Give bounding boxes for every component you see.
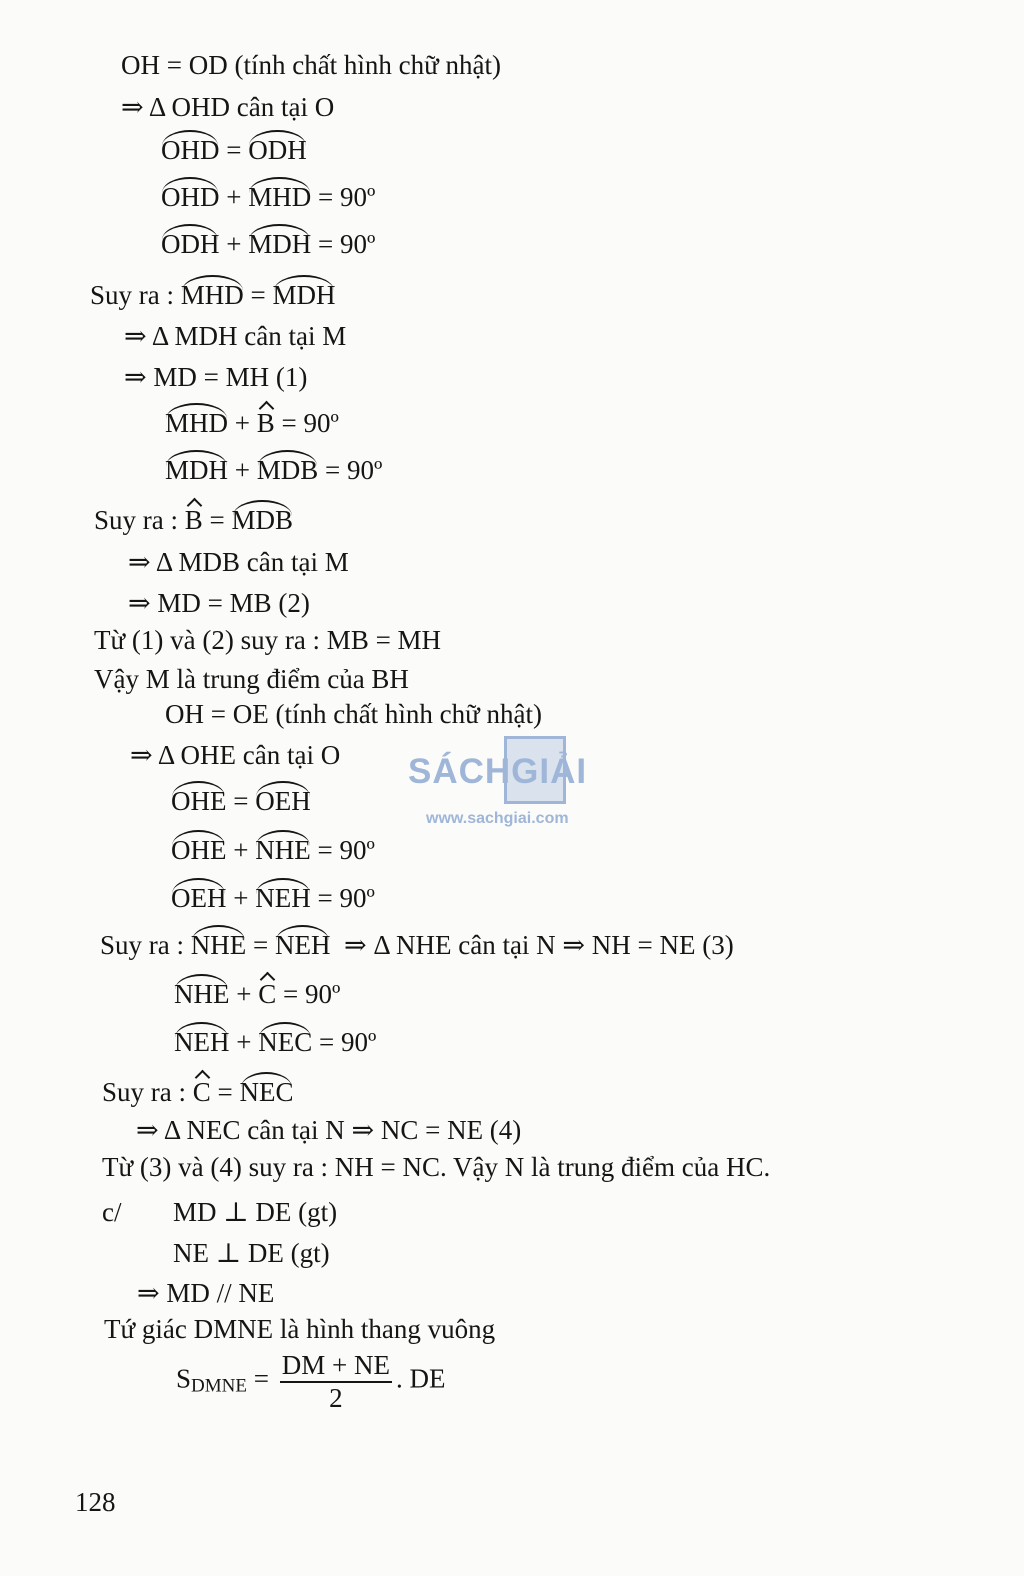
angle: OHD xyxy=(161,130,220,164)
angle: OHE xyxy=(171,781,227,815)
angle: MDH xyxy=(165,450,228,484)
line-suy-ra-nhe-neh: Suy ra : NHE = NEH ⇒ Δ NHE cân tại N ⇒ NH = NE (3) xyxy=(100,925,734,962)
times-de: . DE xyxy=(395,1363,446,1394)
watermark xyxy=(408,734,618,834)
angle: NHE xyxy=(174,974,230,1008)
area-subscript: DMNE xyxy=(191,1375,247,1397)
line-md-perp-de: MD ⊥ DE (gt) xyxy=(173,1197,338,1227)
angle: OHD xyxy=(161,177,220,211)
line-md-mh: ⇒ MD = MH (1) xyxy=(124,362,308,392)
line-angle-sum-ohd: OHD + MHD = 90º xyxy=(161,177,375,214)
line-area-formula xyxy=(176,1350,445,1413)
line-angle-eq-ohe-oeh: OHE = OEH xyxy=(171,781,311,818)
fraction-numerator: DM + NE xyxy=(280,1350,392,1383)
suy-ra-label: Suy ra : xyxy=(94,505,178,535)
equals-90: = 90º xyxy=(318,229,376,259)
angle: MDH xyxy=(248,224,311,258)
angle: OEH xyxy=(255,781,311,815)
angle: ODH xyxy=(248,130,307,164)
line-angle-sum-ohe: OHE + NHE = 90º xyxy=(171,830,375,867)
line-part-c-label: c/ xyxy=(102,1197,122,1227)
line-oh-od: OH = OD (tính chất hình chữ nhật) xyxy=(121,50,502,80)
equals-90: = 90º xyxy=(283,979,341,1009)
angle: NEH xyxy=(255,878,311,912)
line-right-trapezoid: Tứ giác DMNE là hình thang vuông xyxy=(104,1314,496,1344)
line-ne-perp-de: NE ⊥ DE (gt) xyxy=(173,1238,330,1268)
line-n-midpoint: Từ (3) và (4) suy ra : NH = NC. Vậy N là trung điểm của HC. xyxy=(102,1152,771,1182)
angle: NEH xyxy=(275,925,331,959)
angle-hat: B xyxy=(257,403,275,437)
angle: ODH xyxy=(161,224,220,258)
fraction xyxy=(280,1350,392,1413)
watermark-url: www.sachgiai.com xyxy=(426,810,569,827)
line-ohe-isosceles: ⇒ Δ OHE cân tại O xyxy=(130,740,341,770)
line-angle-sum-oeh: OEH + NEH = 90º xyxy=(171,878,375,915)
angle: OEH xyxy=(171,878,227,912)
angle: NHE xyxy=(255,830,311,864)
line-angle-sum-nhe-c: NHE + C = 90º xyxy=(174,974,340,1011)
line-angle-sum-mdh-mdb: MDH + MDB = 90º xyxy=(165,450,382,487)
angle-hat: B xyxy=(185,500,203,534)
angle: OHE xyxy=(171,830,227,864)
suy-ra-label: Suy ra : xyxy=(100,930,184,960)
line-angle-sum-mhd-b: MHD + B = 90º xyxy=(165,403,339,440)
angle: NEC xyxy=(258,1022,312,1056)
line-mb-mh: Từ (1) và (2) suy ra : MB = MH xyxy=(94,625,442,655)
watermark-brand: SÁCHGIẢI xyxy=(408,752,588,791)
angle: MHD xyxy=(248,177,311,211)
equals-90: = 90º xyxy=(325,455,383,485)
fraction-denominator: 2 xyxy=(329,1383,343,1413)
angle: MHD xyxy=(165,403,228,437)
equals-90: = 90º xyxy=(281,408,339,438)
angle-hat: C xyxy=(258,974,276,1008)
page-number: 128 xyxy=(75,1487,116,1517)
angle: MDB xyxy=(257,450,319,484)
angle: NEH xyxy=(174,1022,230,1056)
line-angle-sum-neh-nec: NEH + NEC = 90º xyxy=(174,1022,376,1059)
line-mdb-isosceles: ⇒ Δ MDB cân tại M xyxy=(128,547,349,577)
angle: MDH xyxy=(273,275,336,309)
area-symbol: S xyxy=(176,1363,192,1394)
angle: MHD xyxy=(181,275,244,309)
nhe-isosceles-conclusion: ⇒ Δ NHE cân tại N ⇒ NH = NE (3) xyxy=(343,930,734,960)
line-angle-sum-odh: ODH + MDH = 90º xyxy=(161,224,375,261)
equals-90: = 90º xyxy=(317,883,375,913)
line-suy-ra-c-nec: Suy ra : C = NEC xyxy=(102,1072,294,1109)
angle: NHE xyxy=(191,925,247,959)
angle: NEC xyxy=(240,1072,294,1106)
line-mdh-isosceles: ⇒ Δ MDH cân tại M xyxy=(124,321,347,351)
line-md-mb: ⇒ MD = MB (2) xyxy=(128,588,310,618)
line-m-midpoint: Vậy M là trung điểm của BH xyxy=(94,664,409,694)
equals-sign: = xyxy=(253,1363,269,1394)
equals-90: = 90º xyxy=(317,835,375,865)
equals-90: = 90º xyxy=(318,182,376,212)
line-oh-oe: OH = OE (tính chất hình chữ nhật) xyxy=(165,699,543,729)
line-suy-ra-b-mdb: Suy ra : B = MDB xyxy=(94,500,293,537)
angle: MDB xyxy=(232,500,294,534)
line-angle-eq-ohd-odh: OHD = ODH xyxy=(161,130,307,167)
suy-ra-label: Suy ra : xyxy=(102,1077,186,1107)
line-nec-isosceles: ⇒ Δ NEC cân tại N ⇒ NC = NE (4) xyxy=(136,1115,522,1145)
angle-hat: C xyxy=(193,1072,211,1106)
line-suy-ra-mhd-mdh: Suy ra : MHD = MDH xyxy=(90,275,336,312)
line-md-parallel-ne: ⇒ MD // NE xyxy=(137,1278,275,1308)
line-ohd-isosceles: ⇒ Δ OHD cân tại O xyxy=(121,92,335,122)
suy-ra-label: Suy ra : xyxy=(90,280,174,310)
equals-90: = 90º xyxy=(318,1027,377,1057)
